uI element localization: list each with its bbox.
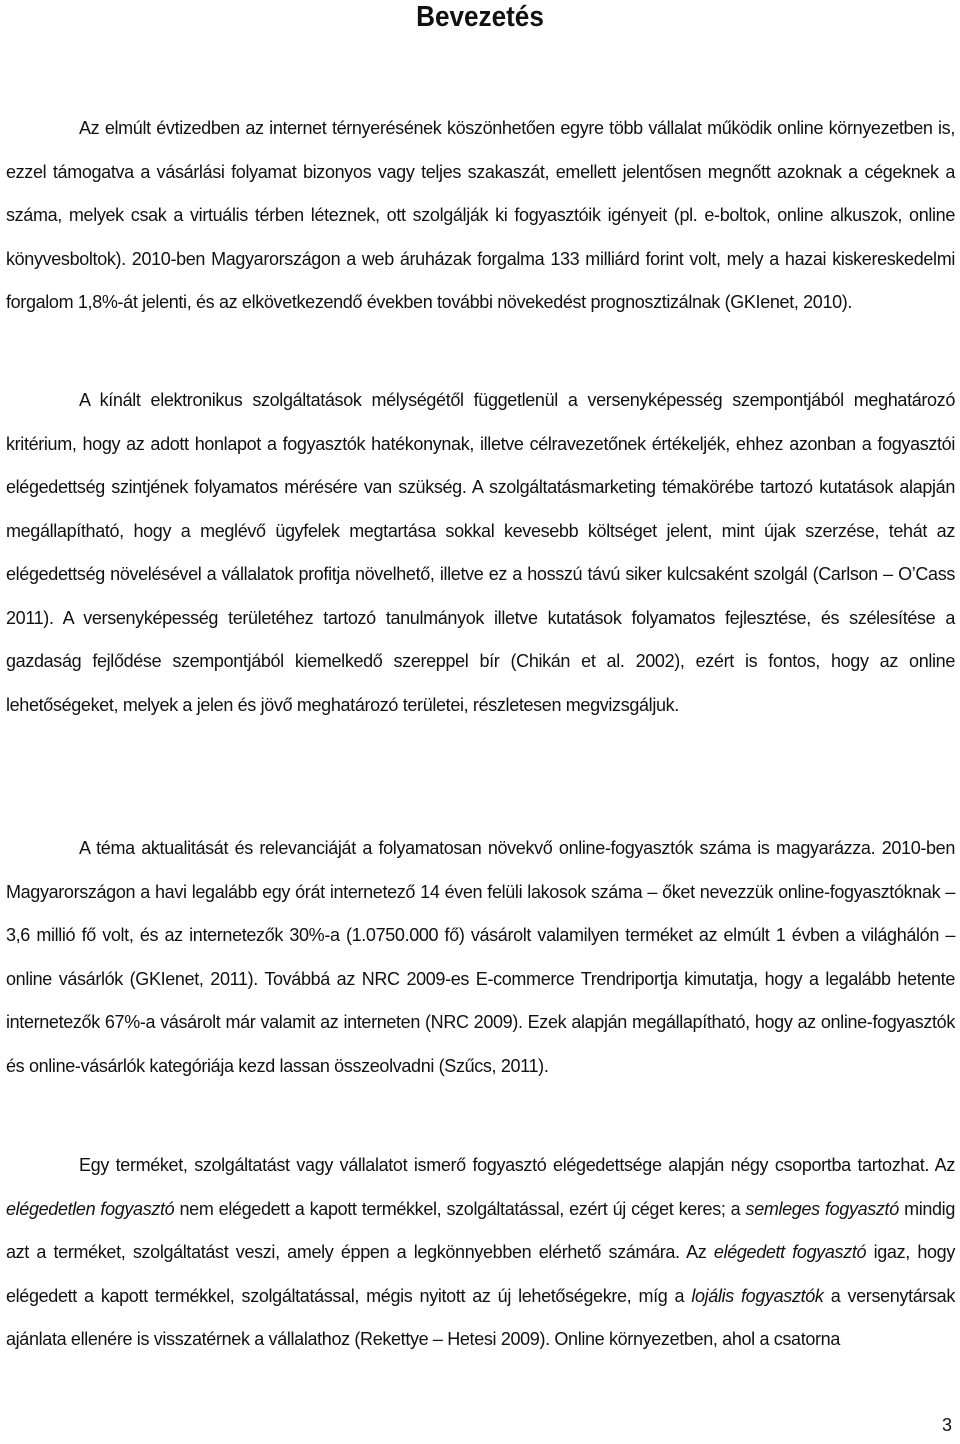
page-number: 3 bbox=[941, 1415, 952, 1435]
paragraph-1 bbox=[6, 107, 955, 325]
paragraph-4-segment-1: Egy terméket, szolgáltatást vagy vállalatot ismerő fogyasztó elégedettsége alapján négy csoportba tartozhat. Az bbox=[79, 1155, 955, 1175]
paragraph-4-segment-5: a versenytársak ajánlata ellenére is visszatérnek a vállalathoz (Rekettye – Hetesi 2009). Online környezetben, ahol a csatorna bbox=[6, 1285, 955, 1349]
page-title: Bevezetés bbox=[416, 1, 544, 33]
term-lojalis-fogyasztok: lojális fogyasztók bbox=[691, 1285, 824, 1306]
term-elegedetlen-fogyaszto: elégedetlen fogyasztó bbox=[6, 1198, 175, 1219]
paragraph-3 bbox=[6, 827, 955, 1088]
paragraph-4-segment-4: igaz, hogy elégedett a kapott termékkel, szolgáltatással, mégis nyitott az új lehetőségekre, míg a bbox=[6, 1242, 955, 1306]
term-semleges-fogyaszto: semleges fogyasztó bbox=[745, 1198, 899, 1219]
paragraph-3-text: A téma aktualitását és relevanciáját a folyamatosan növekvő online-fogyasztók száma is magyarázza. 2010-ben Magyarországon a havi legalább egy órát internetező 14 éven felüli lakosok száma – őket nevezzük online-fogyasztóknak – 3,6 millió fő volt, és az internetezők 30%-a (1.0750.000 fő) vásárolt valamilyen terméket az elmúlt 1 évben a világhálón – online vásárlók (GKIenet, 2011). Továbbá az NRC 2009-es E-commerce Trendriportja kimutatja, hogy a legalább hetente internetezők 67%-a vásárolt már valamit az interneten (NRC 2009). Ezek alapján megállapítható, hogy az online-fogyasztók és online-vásárlók kategóriája kezd lassan összeolvadni (Szűcs, 2011). bbox=[6, 838, 955, 1076]
paragraph-4-segment-2: nem elégedett a kapott termékkel, szolgáltatással, ezért új céget keres; a bbox=[174, 1198, 746, 1219]
paragraph-1-text: Az elmúlt évtizedben az internet térnyerésének köszönhetően egyre több vállalat működik online környezetben is, ezzel támogatva a vásárlási folyamat bizonyos vagy teljes szakaszát, emellett jelentősen megnőtt azoknak a cégeknek a száma, melyek csak a virtuális térben léteznek, ott szolgálják ki fogyasztóik igényeit (pl. e-boltok, online alkuszok, online könyvesboltok). 2010-ben Magyarországon a web áruházak forgalma 133 milliárd forint volt, mely a hazai kiskereskedelmi forgalom 1,8%-át jelenti, és az elkövetkezendő években további növekedést prognosztizálnak (GKIenet, 2010). bbox=[6, 118, 955, 312]
term-elegedett-fogyaszto: elégedett fogyasztó bbox=[713, 1242, 867, 1262]
paragraph-2-text: A kínált elektronikus szolgáltatások mélységétől függetlenül a versenyképesség szempontjából meghatározó kritérium, hogy az adott honlapot a fogyasztók hatékonynak, illetve célravezetőnek értékeljék, ehhez azonban a fogyasztói elégedettség szintjének folyamatos mérésére van szükség. A szolgáltatásmarketing témakörébe tartozó kutatások alapján megállapítható, hogy a meglévő ügyfelek megtartása sokkal kevesebb költséget jelent, mint újak szerzése, tehát az elégedettség növelésével a vállalatok profitja növelhető, illetve ez a hosszú távú siker kulcsaként szolgál (Carlson – O’Cass 2011). A versenyképesség területéhez tartozó tanulmányok illetve kutatások folyamatos fejlesztése, és szélesítése a gazdaság fejlődése szempontjából kiemelkedő szereppel bír (Chikán et al. 2002), ezért is fontos, hogy az online lehetőségeket, melyek a jelen és jövő meghatározó területei, részletesen megvizsgáljuk. bbox=[6, 390, 955, 715]
paragraph-4 bbox=[6, 1144, 955, 1362]
paragraph-4-segment-3: mindig azt a terméket, szolgáltatást veszi, amely éppen a legkönnyebben elérhető számára. Az bbox=[6, 1198, 955, 1262]
paragraph-2 bbox=[6, 379, 955, 727]
